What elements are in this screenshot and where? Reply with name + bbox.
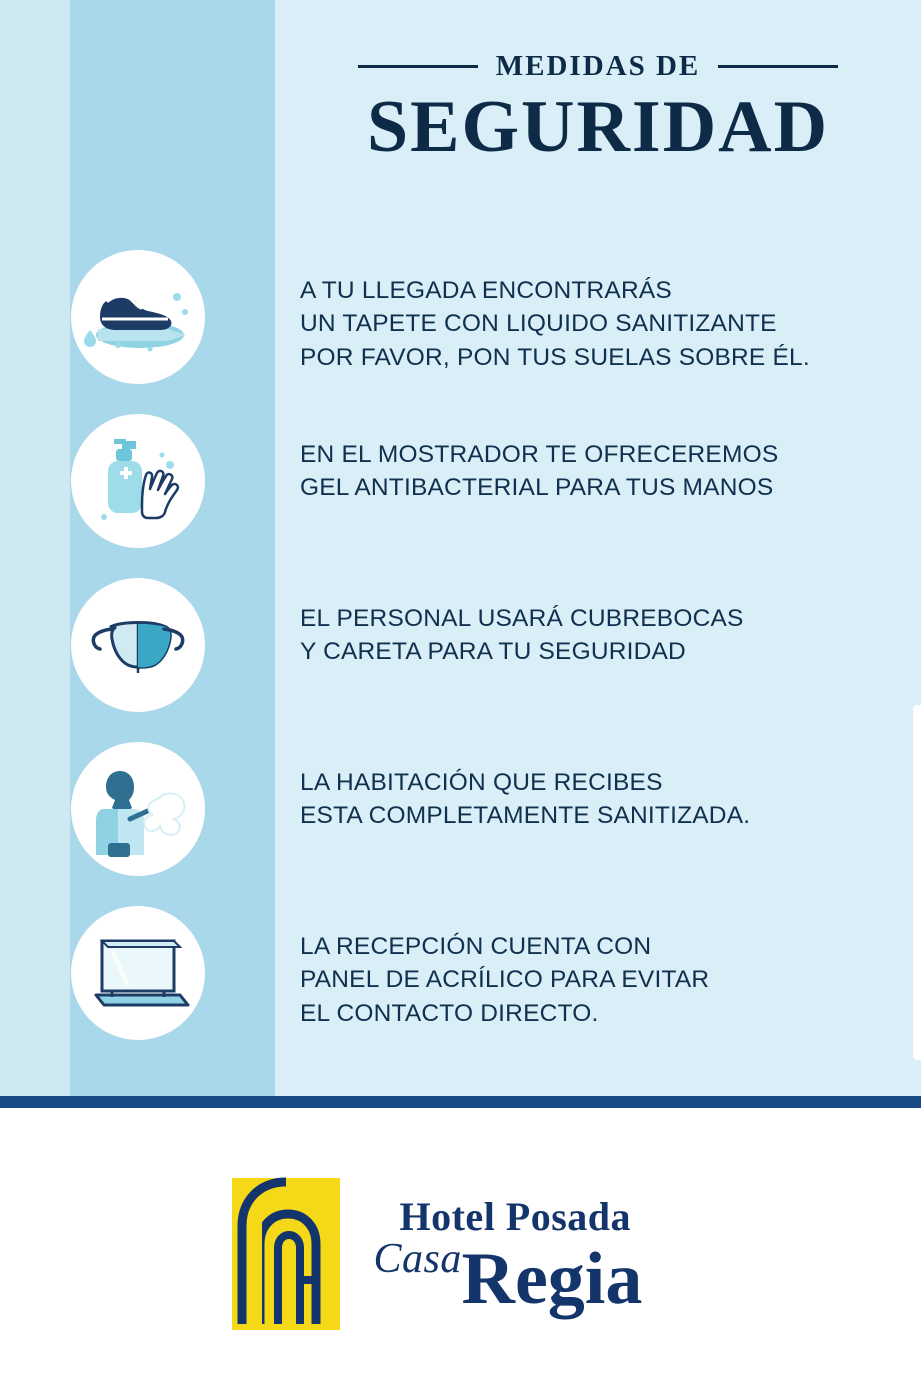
list-item: [0, 904, 921, 1068]
icon-container: [0, 740, 275, 876]
list-item: [0, 412, 921, 576]
measure-text: [275, 576, 921, 669]
acrylic-panel-icon: [71, 906, 205, 1040]
measure-line: EL PERSONAL USARÁ CUBREBOCAS: [300, 605, 744, 632]
kicker-rule-left: [358, 65, 478, 68]
measure-text: [275, 740, 921, 833]
measure-line: LA HABITACIÓN QUE RECIBES: [300, 769, 663, 796]
casa-regia-arch-logo: [226, 1174, 348, 1334]
footer-divider: [0, 1096, 921, 1108]
brand-hotel-word: Hotel Posada: [399, 1194, 632, 1239]
measure-line: A TU LLEGADA ENCONTRARÁS: [300, 277, 672, 304]
measure-line: Y CARETA PARA TU SEGURIDAD: [300, 638, 686, 666]
measures-list: [0, 248, 921, 1068]
kicker-row: [275, 50, 921, 83]
hand-sanitizer-gel-icon: [71, 414, 205, 548]
list-item: [0, 740, 921, 904]
brand-footer: [0, 1108, 921, 1400]
kicker-text: MEDIDAS DE: [495, 50, 701, 82]
icon-container: [0, 248, 275, 384]
list-item: [0, 248, 921, 412]
page-title: SEGURIDAD: [366, 86, 830, 168]
list-item: [0, 576, 921, 740]
measure-line: POR FAVOR, PON TUS SUELAS SOBRE ÉL.: [300, 343, 810, 371]
measure-text: [275, 248, 921, 374]
measure-line: LA RECEPCIÓN CUENTA CON: [300, 933, 652, 960]
measure-line: UN TAPETE CON LIQUIDO SANITIZANTE: [300, 310, 777, 338]
brand-casa-word: Casa: [373, 1236, 462, 1282]
icon-container: [0, 576, 275, 712]
measure-line: EL CONTACTO DIRECTO.: [300, 999, 599, 1027]
poster-header: [275, 50, 921, 167]
icon-container: [0, 412, 275, 548]
measure-line: ESTA COMPLETAMENTE SANITIZADA.: [300, 802, 751, 830]
disinfection-spray-worker-icon: [71, 742, 205, 876]
kicker-rule-right: [718, 65, 838, 68]
shoe-sanitizing-mat-icon: [71, 250, 205, 384]
brand-regia-word: Regia: [461, 1238, 643, 1320]
measure-text: [275, 904, 921, 1030]
measure-line: PANEL DE ACRÍLICO PARA EVITAR: [300, 966, 710, 994]
measure-text: [275, 412, 921, 505]
measure-line: GEL ANTIBACTERIAL PARA TUS MANOS: [300, 474, 774, 502]
face-mask-icon: [71, 578, 205, 712]
scroll-edge-artifact: [913, 705, 921, 1060]
icon-container: [0, 904, 275, 1040]
measure-line: EN EL MOSTRADOR TE OFRECEREMOS: [300, 441, 779, 468]
brand-wordmark: [366, 1179, 696, 1329]
